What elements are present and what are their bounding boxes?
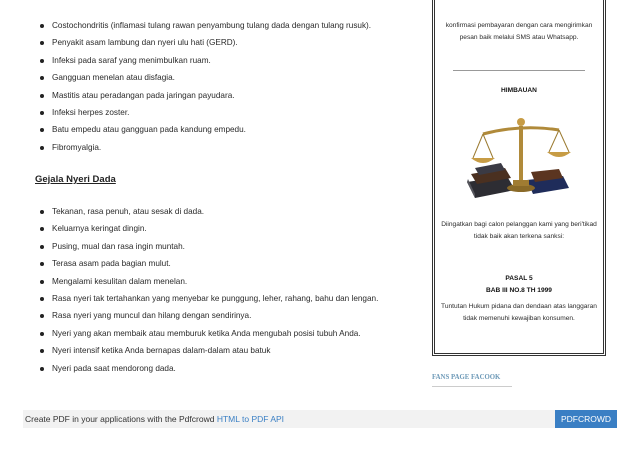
- legal-text: Tuntutan Hukum pidana dan dendaan atas langgaran tidak memenuhi kewajiban konsumen.: [441, 303, 597, 322]
- scales-of-justice-icon: [461, 108, 581, 200]
- list-item: Pusing, mual dan rasa ingin muntah.: [52, 238, 378, 255]
- html-to-pdf-link[interactable]: HTML to PDF API: [216, 414, 285, 424]
- list-item: Tekanan, rasa penuh, atau sesak di dada.: [52, 203, 378, 220]
- footer-prefix: Create PDF in your applications with the Pdfcrowd: [25, 414, 217, 424]
- list-item: Batu empedu atau gangguan pada kandung empedu.: [52, 121, 371, 138]
- list-item: Mastitis atau peradangan pada jaringan payudara.: [52, 87, 371, 104]
- causes-list: [52, 17, 371, 156]
- list-item: Infeksi pada saraf yang menimbulkan ruam.: [52, 52, 371, 69]
- pasal-block: [441, 273, 597, 297]
- fans-divider: [432, 386, 512, 387]
- list-item: Costochondritis (inflamasi tulang rawan penyambung tulang dada dengan tulang rusuk).: [52, 17, 371, 34]
- list-item: Infeksi herpes zoster.: [52, 104, 371, 121]
- symptoms-list: [52, 203, 378, 377]
- list-item: Rasa nyeri tak tertahankan yang menyebar ke punggung, leher, rahang, bahu dan lengan.: [52, 290, 378, 307]
- list-item: Gangguan menelan atau disfagia.: [52, 69, 371, 86]
- list-item: Nyeri yang akan membaik atau memburuk ketika Anda mengubah posisi tubuh Anda.: [52, 325, 378, 342]
- pdfcrowd-brand-link[interactable]: PDFCROWD: [555, 410, 617, 428]
- pasal-line-1: PASAL 5: [505, 275, 533, 282]
- section-heading: Gejala Nyeri Dada: [35, 174, 116, 185]
- list-item: Penyakit asam lambung dan nyeri ulu hati (GERD).: [52, 34, 371, 51]
- payment-confirmation-text: konfirmasi pembayaran dengan cara mengirimkan pesan baik melalui SMS atau Whatsapp.: [445, 22, 593, 41]
- warning-text: Diingatkan bagi calon pelanggan kami yang beri'tikad tidak baik akan terkena sanksi:: [441, 221, 597, 240]
- list-item: Nyeri pada saat mendorong dada.: [52, 360, 378, 377]
- list-item: Nyeri intensif ketika Anda bernapas dalam-dalam atau batuk: [52, 342, 378, 359]
- footer-text: [25, 410, 284, 428]
- sidebar-panel: [432, 0, 606, 356]
- list-item: Rasa nyeri yang muncul dan hilang dengan sendirinya.: [52, 307, 378, 324]
- list-item: Keluarnya keringat dingin.: [52, 220, 378, 237]
- list-item: Mengalami kesulitan dalam menelan.: [52, 273, 378, 290]
- pasal-line-2: BAB III NO.8 TH 1999: [486, 287, 552, 294]
- divider: [453, 70, 585, 71]
- fans-page-link[interactable]: FANS PAGE FACOOK: [432, 374, 501, 381]
- himbauan-title: HIMBAUAN: [501, 87, 537, 94]
- pdfcrowd-footer: [23, 410, 617, 428]
- list-item: Terasa asam pada bagian mulut.: [52, 255, 378, 272]
- list-item: Fibromyalgia.: [52, 139, 371, 156]
